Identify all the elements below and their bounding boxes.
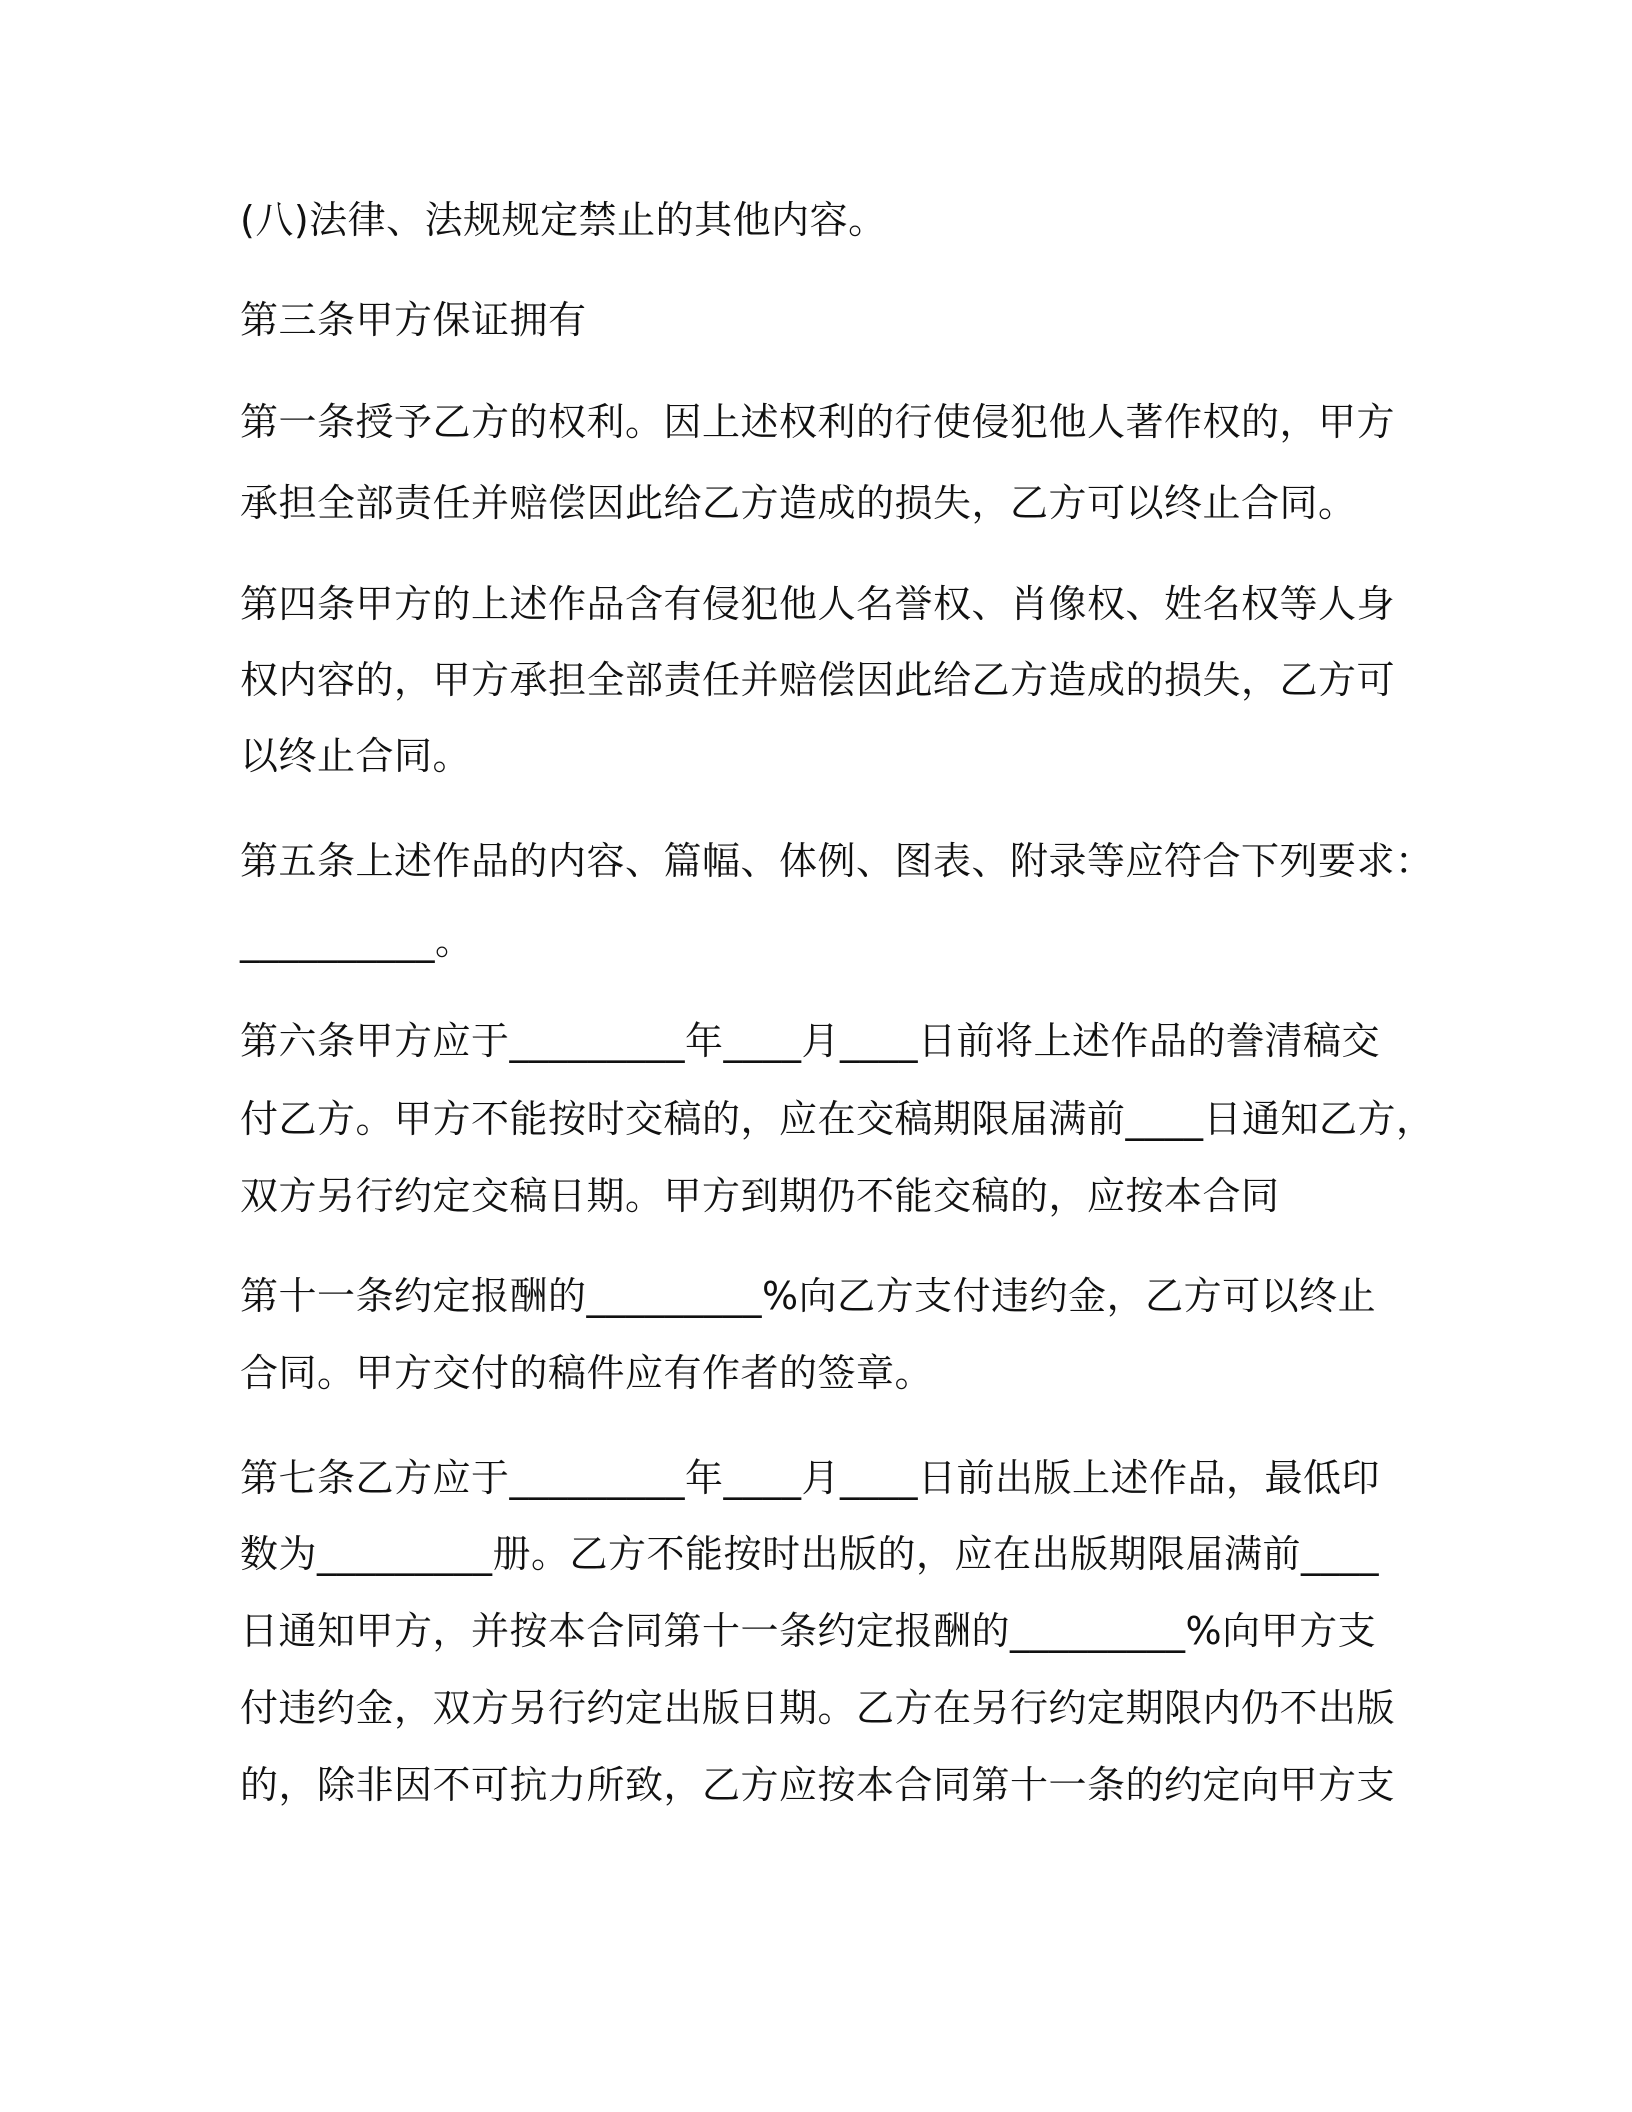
article-11-line-2: 合同。甲方交付的稿件应有作者的签章。	[240, 1351, 934, 1395]
article-6-line-3: 双方另行约定交稿日期。甲方到期仍不能交稿的，应按本合同	[240, 1174, 1280, 1218]
article-11-line-1: 第十一条约定报酬的_________%向乙方支付违约金，乙方可以终止	[240, 1274, 1377, 1318]
article-4-line-3: 以终止合同。	[240, 734, 472, 778]
article-6-line-2: 付乙方。甲方不能按时交稿的，应在交稿期限届满前____日通知乙方，	[240, 1097, 1435, 1141]
article-4-line-2: 权内容的，甲方承担全部责任并赔偿因此给乙方造成的损失，乙方可	[240, 658, 1396, 702]
article-5-line-2: __________。	[240, 919, 474, 963]
article-4-line-1: 第四条甲方的上述作品含有侵犯他人名誉权、肖像权、姓名权等人身	[240, 582, 1396, 626]
clause-8-line: (八)法律、法规规定禁止的其他内容。	[240, 198, 887, 242]
article-3-line: 第三条甲方保证拥有	[240, 298, 587, 342]
article-5-line-1: 第五条上述作品的内容、篇幅、体例、图表、附录等应符合下列要求：	[240, 839, 1434, 883]
article-7-line-5: 的，除非因不可抗力所致，乙方应按本合同第十一条的约定向甲方支	[240, 1763, 1396, 1807]
article-7-line-3: 日通知甲方，并按本合同第十一条约定报酬的_________%向甲方支	[240, 1609, 1377, 1653]
article-1-line-1: 第一条授予乙方的权利。因上述权利的行使侵犯他人著作权的，甲方	[240, 400, 1396, 444]
article-7-line-4: 付违约金，双方另行约定出版日期。乙方在另行约定期限内仍不出版	[240, 1686, 1396, 1730]
article-7-line-2: 数为_________册。乙方不能按时出版的，应在出版期限届满前____	[240, 1532, 1380, 1576]
article-7-line-1: 第七条乙方应于_________年____月____日前出版上述作品，最低印	[240, 1456, 1381, 1500]
article-1-line-2: 承担全部责任并赔偿因此给乙方造成的损失，乙方可以终止合同。	[240, 481, 1357, 525]
article-6-line-1: 第六条甲方应于_________年____月____日前将上述作品的誊清稿交	[240, 1019, 1381, 1063]
